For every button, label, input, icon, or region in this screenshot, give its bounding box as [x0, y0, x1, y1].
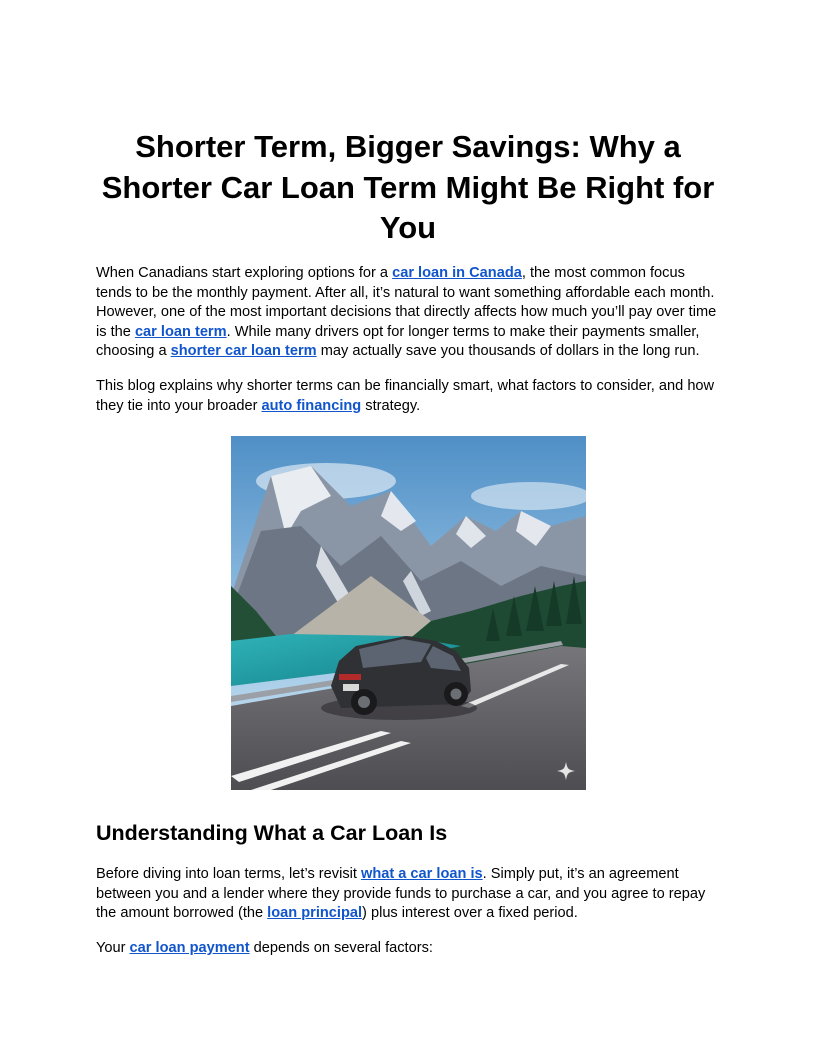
section-heading: Understanding What a Car Loan Is [96, 821, 448, 845]
mountain-lake-car-illustration [231, 436, 586, 790]
blog-text-1: This blog explains why shorter terms can be financially smart, what factors to consider, and how they tie into your broader [96, 378, 715, 414]
payment-text-1: Your [96, 940, 130, 956]
section1-paragraph [96, 865, 720, 924]
payment-text-2: depends on several factors: [249, 940, 433, 956]
link-loan-principal[interactable]: loan principal [267, 905, 363, 922]
blog-paragraph [96, 377, 720, 416]
link-auto-financing[interactable]: auto financing [261, 397, 362, 414]
section1-payment-paragraph [96, 939, 720, 959]
intro-text-1: When Canadians start exploring options for a [96, 265, 393, 281]
link-shorter-car-loan-term[interactable]: shorter car loan term [170, 343, 317, 360]
section1-text-3: ) plus interest over a fixed period. [362, 905, 578, 922]
link-car-loan-payment[interactable]: car loan payment [129, 940, 250, 956]
intro-paragraph [96, 264, 720, 362]
link-car-loan-term[interactable]: car loan term [134, 323, 227, 340]
section1-text-1: Before diving into loan terms, let’s revisit [96, 866, 361, 882]
intro-text-4: may actually save you thousands of dollars in the long run. [316, 343, 700, 360]
intro-text-3: . While many drivers opt for longer terms to make their payments smaller, choosing a [96, 323, 700, 360]
blog-text-2: strategy. [361, 397, 421, 414]
link-what-a-car-loan-is[interactable]: what a car loan is [360, 866, 483, 882]
page-title: Shorter Term, Bigger Savings: Why a Shorter Car Loan Term Might Be Right for You [101, 129, 715, 245]
section1-text-2: . Simply put, it’s an agreement between you and a lender where they provide funds to purchase a car, and you agree to repay the amount borrowed (the [96, 866, 706, 922]
hero-image [231, 436, 586, 790]
link-car-loan-in-canada[interactable]: car loan in Canada [392, 265, 522, 281]
intro-text-2: , the most common focus tends to be the monthly payment. After all, it’s natural to want something affordable each month. However, one of the most important decisions that directly affects how much you’ll pay over time is the [96, 265, 717, 340]
